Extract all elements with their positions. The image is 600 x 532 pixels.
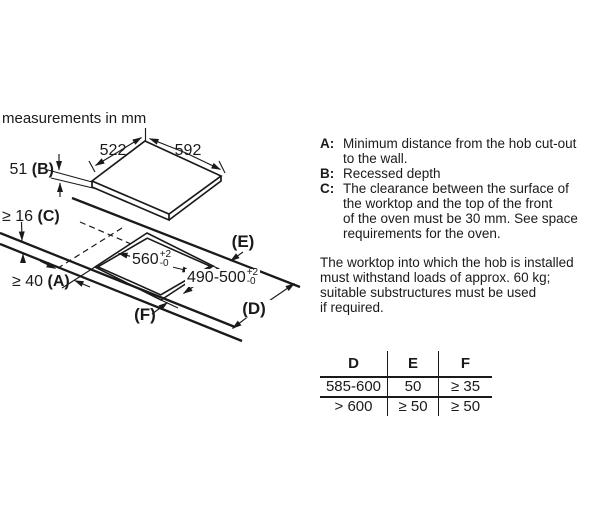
table-divider [320, 396, 492, 398]
clearance-table [320, 351, 492, 416]
dim-cutout-depth-label: 490-500 +2 -0 [187, 267, 259, 287]
note-b: B: Recessed depth [320, 166, 441, 181]
legend-notes [320, 136, 600, 315]
table-header-row [320, 351, 492, 376]
ref-d-label: (D) [237, 300, 271, 318]
units-note: measurements in mm [2, 110, 147, 127]
table-row: > 600 ≥ 50 ≥ 50 [334, 397, 481, 415]
ref-e-label: (E) [231, 232, 255, 251]
ref-f-label: (F) [134, 305, 156, 324]
note-a: A: Minimum distance from the hob cut-out to the wall. [320, 136, 577, 166]
worktop-load-note: The worktop into which the hob is installed must withstand loads of approx. 60 kg; suitable substructures must be used if required. [320, 255, 574, 315]
col-header-f: F [460, 355, 471, 372]
table-row: 585-600 50 ≥ 35 [325, 377, 481, 395]
col-header-e: E [387, 351, 439, 376]
dim-thickness-label: ≥ 16 (C) [2, 208, 60, 225]
dim-522-label: 522 [99, 142, 127, 159]
tolerance-stack: +2 -0 [246, 267, 259, 287]
col-header-d: D [348, 355, 359, 372]
dim-592-label: 592 [174, 142, 202, 159]
dim-wall-clearance-label: ≥ 40 (A) [12, 273, 70, 290]
dim-cutout-width-label: 560 +2 -0 [132, 249, 172, 269]
table-divider [320, 376, 492, 378]
note-c: C: The clearance between the surface of the worktop and the top of the front of the oven must be 30 mm. See space requirements for the oven. [320, 181, 578, 241]
tolerance-stack: +2 -0 [159, 249, 172, 269]
dim-recessed-depth-label: 51 (B) [9, 161, 54, 178]
hidden-reference-lines [58, 222, 131, 268]
